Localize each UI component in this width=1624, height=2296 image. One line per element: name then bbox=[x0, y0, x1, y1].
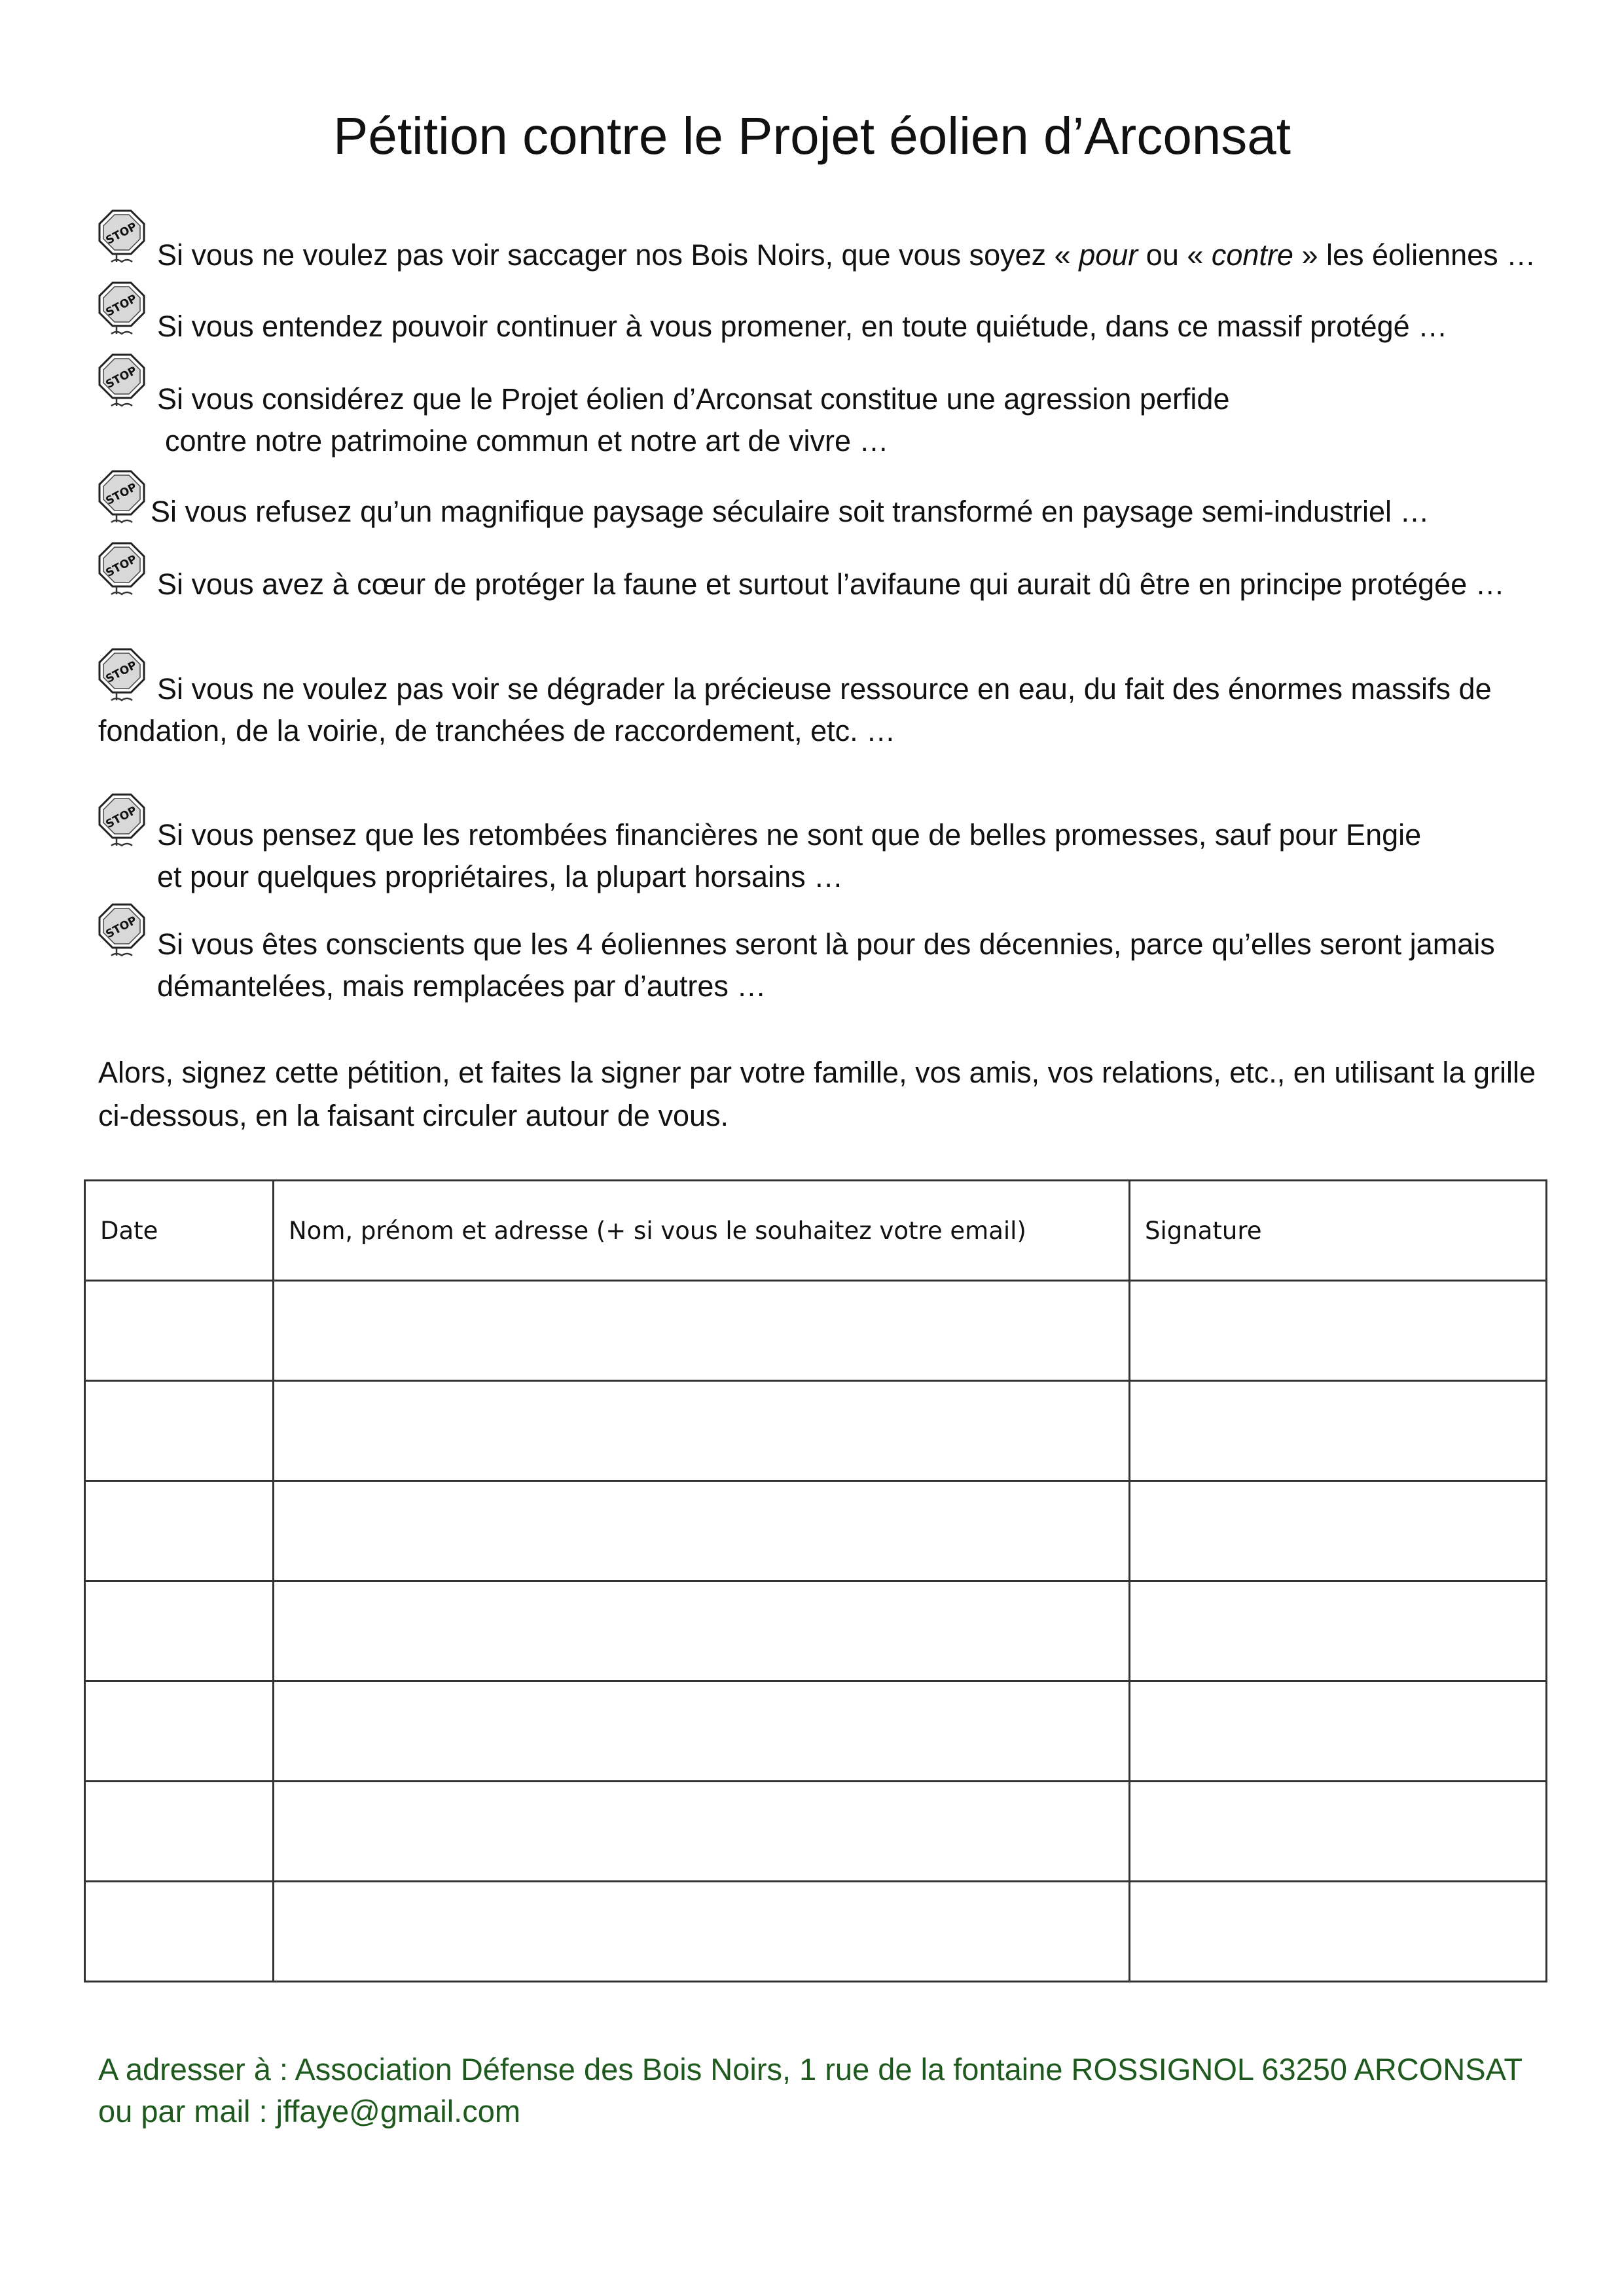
item-4-line-1: Si vous refusez qu’un magnifique paysage séculaire soit transformé en paysage semi-industriel … bbox=[151, 495, 1430, 528]
item-3-line-2: contre notre patrimoine commun et notre art de vivre … bbox=[165, 424, 889, 457]
item-6-line-1: Si vous ne voulez pas voir se dégrader la précieuse ressource en eau, du fait des énormes massifs de bbox=[157, 672, 1492, 706]
signature-cell[interactable] bbox=[1130, 1281, 1547, 1381]
pour-word: pour bbox=[1079, 238, 1138, 272]
table-row bbox=[85, 1281, 1547, 1381]
petition-item-1 bbox=[157, 234, 1617, 276]
item-7-line-2: et pour quelques propriétaires, la plupart horsains … bbox=[157, 860, 844, 893]
address-footer bbox=[98, 2049, 1523, 2132]
column-header-signature: Signature bbox=[1130, 1181, 1547, 1281]
postal-address: A adresser à : Association Défense des Bois Noirs, 1 rue de la fontaine ROSSIGNOL 63250 ARCONSAT bbox=[98, 2052, 1523, 2087]
item-1-line-1: Si vous ne voulez pas voir saccager nos Bois Noirs, que vous soyez « pour ou « contre » les éoliennes … bbox=[157, 238, 1536, 272]
item-2-line-1: Si vous entendez pouvoir continuer à vous promener, en toute quiétude, dans ce massif protégé … bbox=[157, 310, 1448, 343]
table-row bbox=[85, 1381, 1547, 1481]
table-row bbox=[85, 1681, 1547, 1782]
signature-cell[interactable] bbox=[1130, 1381, 1547, 1481]
item-8-line-1: Si vous êtes conscients que les 4 éoliennes seront là pour des décennies, parce qu’elles seront jamais bbox=[157, 927, 1495, 961]
svg-text:STOP: STOP bbox=[103, 914, 139, 941]
signature-cell[interactable] bbox=[1130, 1481, 1547, 1581]
item-3-line-1: Si vous considérez que le Projet éolien d’Arconsat constitue une agression perfide bbox=[157, 382, 1230, 416]
stop-sign-icon bbox=[97, 280, 149, 336]
stop-sign-icon bbox=[97, 902, 149, 958]
svg-text:STOP: STOP bbox=[103, 364, 139, 391]
svg-text:STOP: STOP bbox=[103, 480, 139, 508]
stop-sign-icon bbox=[97, 541, 149, 597]
petition-item-5 bbox=[157, 564, 1617, 605]
signature-table bbox=[84, 1179, 1547, 1982]
item-6-line-2: fondation, de la voirie, de tranchées de raccordement, etc. … bbox=[98, 714, 896, 747]
column-header-name-address: Nom, prénom et adresse (+ si vous le souhaitez votre email) bbox=[274, 1181, 1130, 1281]
petition-item-2 bbox=[157, 306, 1617, 348]
item-5-line-1: Si vous avez à cœur de protéger la faune et surtout l’avifaune qui aurait dû être en principe protégée … bbox=[157, 567, 1505, 601]
date-cell[interactable] bbox=[85, 1381, 274, 1481]
item-8-line-2: démantelées, mais remplacées par d’autres … bbox=[157, 969, 767, 1003]
signature-cell[interactable] bbox=[1130, 1681, 1547, 1782]
table-row bbox=[85, 1782, 1547, 1882]
table-row bbox=[85, 1581, 1547, 1681]
name-address-cell[interactable] bbox=[274, 1681, 1130, 1782]
table-row bbox=[85, 1882, 1547, 1982]
date-cell[interactable] bbox=[85, 1681, 274, 1782]
call-to-action-line-1: Alors, signez cette pétition, et faites la signer par votre famille, vos amis, vos relations, etc., en utilisant la grille bbox=[98, 1056, 1536, 1089]
name-address-cell[interactable] bbox=[274, 1281, 1130, 1381]
stop-sign-icon bbox=[97, 792, 149, 848]
svg-text:STOP: STOP bbox=[103, 292, 139, 319]
svg-text:STOP: STOP bbox=[103, 804, 139, 831]
petition-item-8 bbox=[157, 924, 1617, 1007]
signature-cell[interactable] bbox=[1130, 1782, 1547, 1882]
date-cell[interactable] bbox=[85, 1481, 274, 1581]
petition-item-7 bbox=[157, 814, 1617, 898]
table-header-row bbox=[85, 1181, 1547, 1281]
email-address[interactable]: ou par mail : jffaye@gmail.com bbox=[98, 2094, 521, 2128]
item-7-line-1: Si vous pensez que les retombées financières ne sont que de belles promesses, sauf pour Engie bbox=[157, 818, 1422, 852]
svg-text:STOP: STOP bbox=[103, 220, 139, 247]
date-cell[interactable] bbox=[85, 1581, 274, 1681]
date-cell[interactable] bbox=[85, 1281, 274, 1381]
date-cell[interactable] bbox=[85, 1782, 274, 1882]
contre-word: contre bbox=[1211, 238, 1293, 272]
name-address-cell[interactable] bbox=[274, 1581, 1130, 1681]
call-to-action bbox=[98, 1051, 1538, 1138]
date-cell[interactable] bbox=[85, 1882, 274, 1982]
table-body bbox=[85, 1281, 1547, 1982]
petition-item-3 bbox=[157, 378, 1617, 462]
signature-cell[interactable] bbox=[1130, 1882, 1547, 1982]
call-to-action-line-2: ci-dessous, en la faisant circuler autour de vous. bbox=[98, 1099, 729, 1132]
table-row bbox=[85, 1481, 1547, 1581]
stop-sign-icon bbox=[97, 208, 149, 264]
name-address-cell[interactable] bbox=[274, 1481, 1130, 1581]
column-header-date: Date bbox=[85, 1181, 274, 1281]
page-title: Pétition contre le Projet éolien d’Arconsat bbox=[333, 107, 1291, 165]
stop-sign-icon bbox=[97, 352, 149, 408]
stop-sign-icon bbox=[97, 469, 149, 525]
petition-item-4 bbox=[151, 491, 1610, 533]
name-address-cell[interactable] bbox=[274, 1882, 1130, 1982]
svg-text:STOP: STOP bbox=[103, 552, 139, 580]
name-address-cell[interactable] bbox=[274, 1782, 1130, 1882]
signature-cell[interactable] bbox=[1130, 1581, 1547, 1681]
svg-text:STOP: STOP bbox=[103, 658, 139, 686]
name-address-cell[interactable] bbox=[274, 1381, 1130, 1481]
petition-item-6 bbox=[98, 668, 1558, 752]
